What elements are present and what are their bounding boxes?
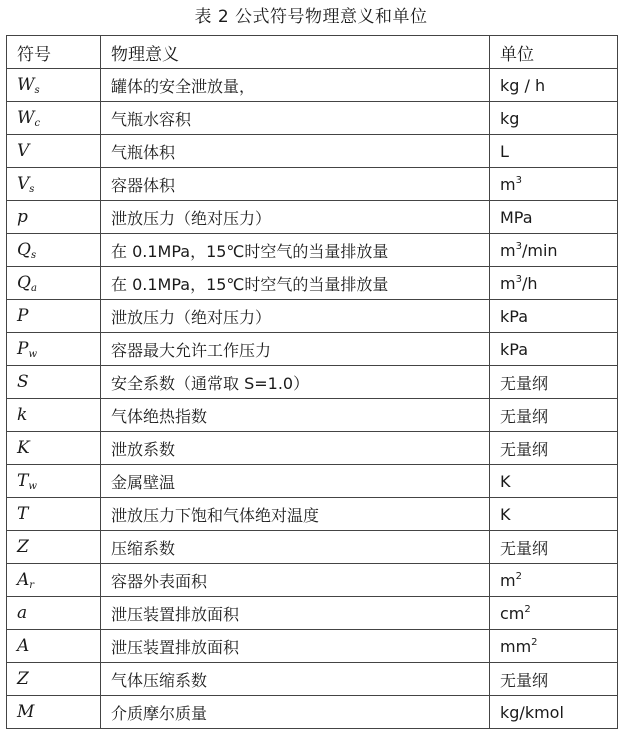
unit-exponent: 3 [515,240,522,252]
unit-cell [490,201,618,234]
table-row [7,333,618,366]
meaning-cell: 在 0.1MPa，15℃时空气的当量排放量 [101,267,490,300]
unit-cell [490,531,618,564]
symbol-letter: A [17,636,30,656]
unit-cell [490,597,618,630]
meaning-cell: 泄放压力（绝对压力） [101,201,490,234]
symbol-subscript: r [29,579,35,591]
unit-cell [490,69,618,102]
symbol-letter: T [17,470,29,491]
symbol-cell [7,168,101,201]
symbol-cell [7,399,101,432]
meaning-cell: 介质摩尔质量 [101,696,490,729]
symbol-cell [7,102,101,135]
table-row [7,564,618,597]
meaning-cell: 在 0.1MPa，15℃时空气的当量排放量 [101,234,490,267]
unit-base: kPa [500,339,528,359]
meaning-cell: 安全系数（通常取 S=1.0） [101,366,490,399]
meaning-cell: 容器体积 [101,168,490,201]
table-row [7,597,618,630]
symbol-subscript: s [30,249,37,261]
symbol-letter: a [17,603,28,623]
symbol-subscript: w [28,480,37,492]
symbol-cell [7,630,101,663]
symbol-letter: W [17,74,35,95]
unit-base: kg/kmol [500,702,564,722]
unit-cell [490,135,618,168]
symbol-letter: V [17,173,30,194]
unit-base: kg / h [500,75,546,95]
unit-base: kPa [500,306,528,326]
unit-base: kg [500,108,520,128]
table-row [7,498,618,531]
unit-base: 无量纲 [500,538,549,558]
symbol-cell [7,69,101,102]
header-meaning: 物理意义 [101,36,490,69]
header-unit: 单位 [490,36,618,69]
unit-base: m [500,240,516,260]
symbol-cell [7,267,101,300]
unit-exponent: 2 [531,636,538,648]
symbol-letter: A [17,569,30,590]
unit-cell [490,300,618,333]
symbol-letter: p [17,207,28,227]
unit-cell [490,333,618,366]
meaning-cell: 气瓶水容积 [101,102,490,135]
unit-exponent: 3 [515,273,522,285]
meaning-cell: 容器外表面积 [101,564,490,597]
unit-exponent: 2 [515,570,522,582]
symbol-letter: P [17,338,29,359]
meaning-cell: 容器最大允许工作压力 [101,333,490,366]
symbol-subscript: w [28,348,38,360]
symbol-letter: Z [17,669,29,689]
unit-cell [490,696,618,729]
unit-base: K [500,504,511,524]
meaning-cell: 气瓶体积 [101,135,490,168]
unit-base: cm [500,603,525,623]
meaning-cell: 气体绝热指数 [101,399,490,432]
unit-cell [490,663,618,696]
unit-exponent: 3 [515,174,522,186]
table-header-row [7,36,618,69]
meaning-cell: 泄压装置排放面积 [101,630,490,663]
symbol-letter: K [17,438,30,458]
unit-base: 无量纲 [500,406,549,426]
unit-tail: /min [521,240,558,260]
header-symbol: 符号 [7,36,101,69]
symbol-letter: T [17,504,29,524]
unit-base: K [500,471,511,491]
meaning-cell: 泄放系数 [101,432,490,465]
unit-base: L [500,141,509,161]
meaning-cell: 泄压装置排放面积 [101,597,490,630]
meaning-cell: 压缩系数 [101,531,490,564]
symbol-cell [7,498,101,531]
table-row [7,432,618,465]
unit-base: mm [500,636,532,656]
table-row [7,300,618,333]
symbol-letter: k [17,405,28,425]
table-row [7,102,618,135]
symbol-subscript: c [34,117,41,129]
table-row [7,201,618,234]
symbol-cell [7,366,101,399]
unit-tail: /h [521,273,538,293]
symbol-cell [7,696,101,729]
symbol-letter: W [17,107,35,128]
symbol-letter: V [17,141,30,161]
unit-cell [490,366,618,399]
unit-base: 无量纲 [500,670,549,690]
meaning-cell: 罐体的安全泄放量， [101,69,490,102]
unit-cell [490,630,618,663]
symbol-cell [7,201,101,234]
symbol-cell [7,564,101,597]
table-row [7,663,618,696]
meaning-cell: 气体压缩系数 [101,663,490,696]
symbol-cell [7,432,101,465]
unit-cell [490,564,618,597]
symbol-cell [7,135,101,168]
symbol-cell [7,597,101,630]
symbols-table [6,35,618,729]
table-row [7,267,618,300]
symbol-subscript: s [34,84,40,96]
unit-cell [490,465,618,498]
meaning-cell: 金属壁温 [101,465,490,498]
unit-exponent: 2 [524,603,531,615]
table-row [7,366,618,399]
unit-cell [490,102,618,135]
unit-base: m [500,273,516,293]
symbol-letter: S [17,372,29,392]
unit-base: 无量纲 [500,439,549,459]
unit-cell [490,399,618,432]
meaning-cell: 泄放压力（绝对压力） [101,300,490,333]
symbol-cell [7,234,101,267]
table-row [7,135,618,168]
symbol-cell [7,531,101,564]
symbol-cell [7,300,101,333]
unit-base: MPa [500,207,533,227]
table-caption: 表 2 公式符号物理意义和单位 [194,7,428,27]
symbol-letter: Q [17,272,31,293]
unit-cell [490,498,618,531]
table-row [7,69,618,102]
unit-cell [490,432,618,465]
table-row [7,399,618,432]
unit-base: 无量纲 [500,373,549,393]
symbol-letter: Z [17,537,29,557]
symbol-cell [7,663,101,696]
unit-base: m [500,570,516,590]
symbol-cell [7,333,101,366]
unit-base: m [500,174,516,194]
table-row [7,696,618,729]
symbol-cell [7,465,101,498]
symbol-letter: Q [17,239,31,260]
table-row [7,168,618,201]
unit-cell [490,234,618,267]
symbol-letter: M [17,702,35,722]
table-row [7,630,618,663]
symbol-subscript: s [29,183,35,195]
unit-cell [490,168,618,201]
meaning-cell: 泄放压力下饱和气体绝对温度 [101,498,490,531]
table-row [7,234,618,267]
symbol-letter: P [17,306,29,326]
table-row [7,465,618,498]
symbol-subscript: a [30,282,37,294]
unit-cell [490,267,618,300]
table-row [7,531,618,564]
